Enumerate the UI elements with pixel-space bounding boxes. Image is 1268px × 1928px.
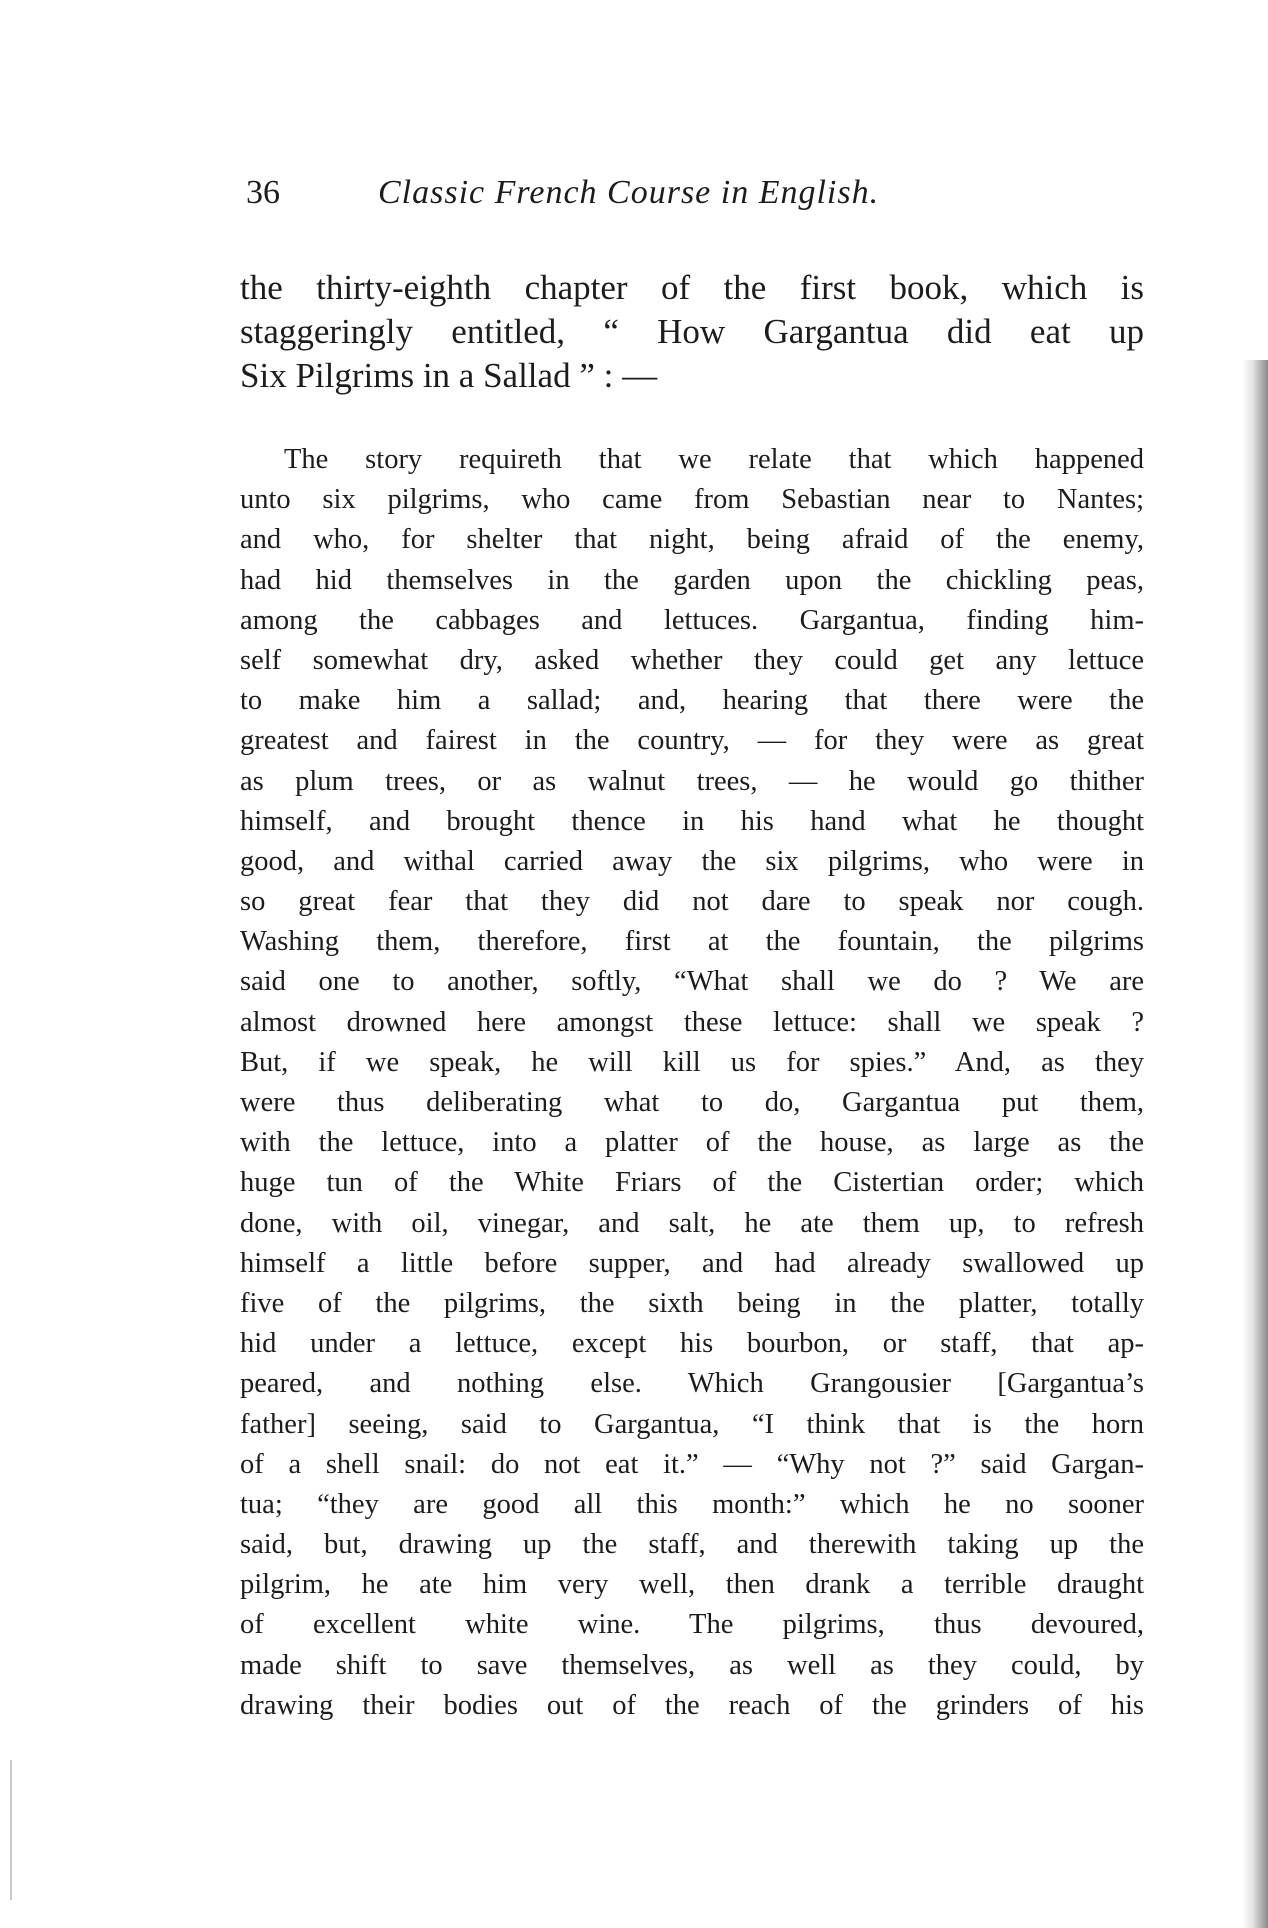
quote-line: as plum trees, or as walnut trees, — he would go thither <box>240 765 1144 797</box>
quote-line: But, if we speak, he will kill us for spies.” And, as they <box>240 1046 1144 1078</box>
quote-line: huge tun of the White Friars of the Cistertian order; which <box>240 1167 1144 1199</box>
quote-line: unto six pilgrims, who came from Sebastian near to Nantes; <box>240 484 1144 516</box>
lead-line: staggeringly entitled, “ How Gargantua did eat up <box>240 312 1144 351</box>
quote-line: with the lettuce, into a platter of the house, as large as the <box>240 1127 1144 1159</box>
quote-line: almost drowned here amongst these lettuce: shall we speak ? <box>240 1006 1144 1038</box>
quote-line: Washing them, therefore, first at the fountain, the pilgrims <box>240 926 1144 958</box>
lead-line: the thirty-eighth chapter of the first book, which is <box>240 268 1144 307</box>
quote-line: said, but, drawing up the staff, and therewith taking up the <box>240 1529 1144 1561</box>
quote-line: good, and withal carried away the six pilgrims, who were in <box>240 845 1144 877</box>
quote-line: greatest and fairest in the country, — for they were as great <box>240 725 1144 757</box>
quote-line: hid under a lettuce, except his bourbon, or staff, that ap- <box>240 1328 1144 1360</box>
quote-line: of excellent white wine. The pilgrims, thus devoured, <box>240 1609 1144 1641</box>
quote-line: to make him a sallad; and, hearing that there were the <box>240 685 1144 717</box>
quote-line: among the cabbages and lettuces. Gargantua, finding him- <box>240 604 1144 636</box>
quoted-passage <box>240 440 1144 1726</box>
quote-line: himself, and brought thence in his hand what he thought <box>240 805 1144 837</box>
quote-line: and who, for shelter that night, being afraid of the enemy, <box>240 524 1144 556</box>
quote-line: himself a little before supper, and had already swallowed up <box>240 1247 1144 1279</box>
quote-line: so great fear that they did not dare to speak nor cough. <box>240 886 1144 918</box>
quote-line: made shift to save themselves, as well as they could, by <box>240 1649 1144 1681</box>
scan-edge-mark <box>10 1760 12 1900</box>
quote-line: five of the pilgrims, the sixth being in the platter, totally <box>240 1287 1144 1319</box>
running-title: Classic French Course in English. <box>378 174 880 211</box>
quote-line: The story requireth that we relate that which happened <box>284 444 1144 475</box>
page-edge-shadow <box>1242 360 1268 1928</box>
quote-line: were thus deliberating what to do, Gargantua put them, <box>240 1087 1144 1118</box>
quote-line: peared, and nothing else. Which Grangousier [Gargantua’s <box>240 1368 1144 1400</box>
quote-line: drawing their bodies out of the reach of the grinders of his <box>240 1689 1144 1721</box>
quote-line: father] seeing, said to Gargantua, “I think that is the horn <box>240 1408 1144 1440</box>
lead-line: Six Pilgrims in a Sallad ” : — <box>240 356 658 395</box>
quote-line: done, with oil, vinegar, and salt, he ate them up, to refresh <box>240 1207 1144 1239</box>
quote-line: said one to another, softly, “What shall we do ? We are <box>240 966 1144 998</box>
lead-paragraph <box>240 266 1144 398</box>
quote-line: self somewhat dry, asked whether they could get any lettuce <box>240 644 1144 676</box>
quote-line: pilgrim, he ate him very well, then drank a terrible draught <box>240 1569 1144 1601</box>
page-header <box>246 174 1146 224</box>
quote-line: of a shell snail: do not eat it.” — “Why not ?” said Gargan- <box>240 1448 1144 1480</box>
quote-line: had hid themselves in the garden upon the chickling peas, <box>240 564 1144 596</box>
page-number: 36 <box>246 174 280 211</box>
quote-line: tua; “they are good all this month:” which he no sooner <box>240 1488 1144 1520</box>
